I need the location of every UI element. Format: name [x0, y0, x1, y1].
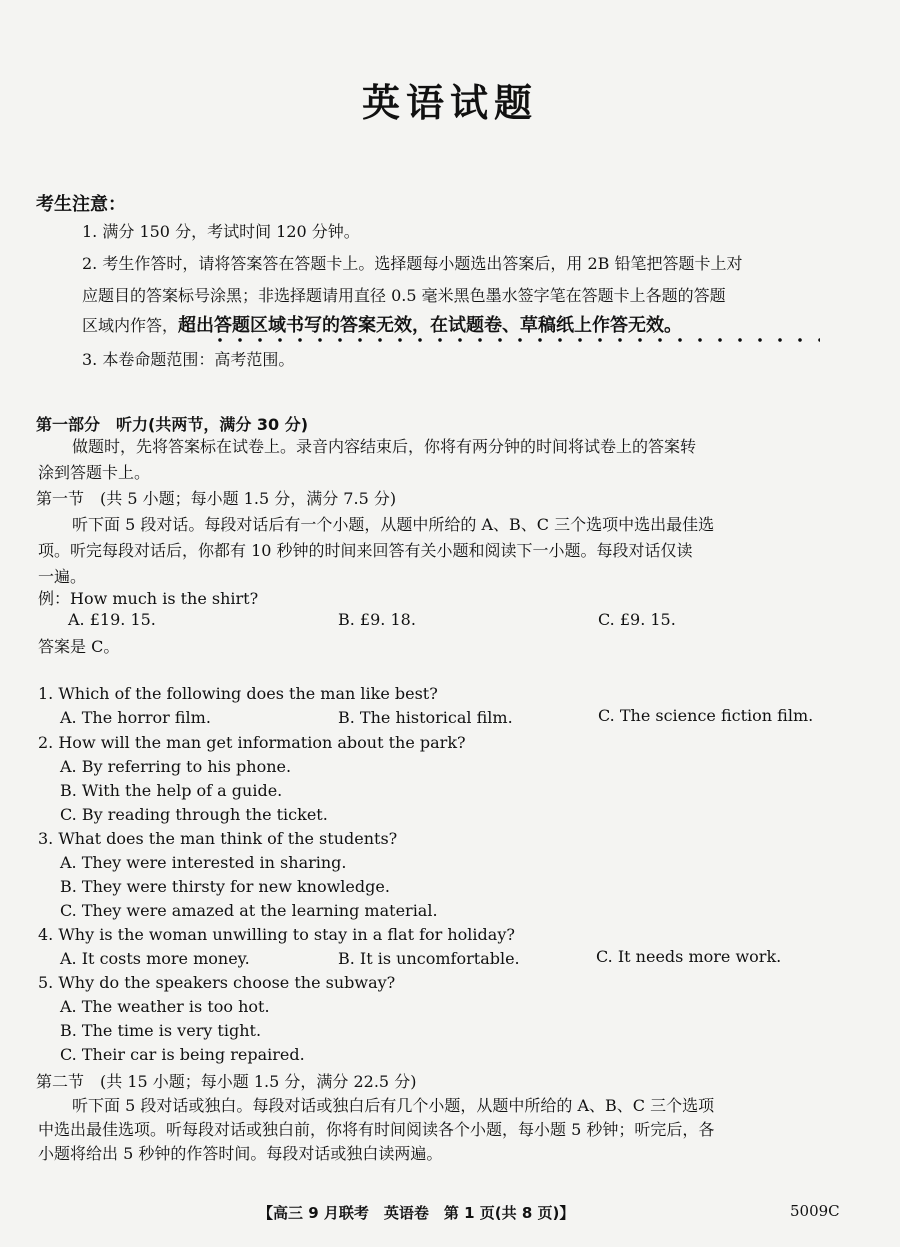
question-4-option-b: B. It is uncomfortable. — [338, 949, 520, 968]
question-3-option-a: A. They were interested in sharing. — [60, 853, 347, 872]
section1-line-2: 项。听完每段对话后，你都有 10 秒钟的时间来回答有关小题和阅读下一小题。每段对话仅读 — [38, 541, 693, 560]
question-3-option-b: B. They were thirsty for new knowledge. — [60, 877, 390, 896]
page-title: 英语试题 — [361, 81, 538, 125]
question-2-option-c: C. By reading through the ticket. — [60, 805, 328, 824]
question-4-option-c: C. It needs more work. — [596, 947, 782, 966]
question-5: 5. Why do the speakers choose the subway? — [38, 973, 396, 992]
example-option-b: B. £9. 18. — [338, 610, 416, 629]
question-2-option-a: A. By referring to his phone. — [60, 757, 292, 776]
question-4-option-a: A. It costs more money. — [60, 949, 250, 968]
question-2: 2. How will the man get information about the park? — [38, 733, 466, 752]
notice-item-1: 1. 满分 150 分，考试时间 120 分钟。 — [82, 222, 360, 241]
part1-heading: 第一部分 听力(共两节，满分 30 分) — [36, 415, 309, 434]
example-option-c: C. £9. 15. — [598, 610, 676, 629]
question-4: 4. Why is the woman unwilling to stay in a flat for holiday? — [38, 925, 515, 944]
example-question: 例：How much is the shirt? — [38, 589, 259, 608]
part1-intro-line-2: 涂到答题卡上。 — [38, 463, 151, 482]
footer-code: 5009C — [790, 1202, 840, 1220]
notice-heading: 考生注意： — [36, 194, 126, 215]
example-option-a: A. £19. 15. — [68, 610, 156, 629]
question-2-option-b: B. With the help of a guide. — [60, 781, 283, 800]
question-3-option-c: C. They were amazed at the learning material. — [60, 901, 438, 920]
question-5-option-c: C. Their car is being repaired. — [60, 1045, 305, 1064]
emphasis-dots — [210, 336, 820, 344]
section2-line-2: 中选出最佳选项。听每段对话或独白前，你将有时间阅读各个小题，每小题 5 秒钟；听完后，各 — [38, 1120, 715, 1139]
footer-page-info: 【高三 9 月联考 英语卷 第 1 页(共 8 页)】 — [258, 1204, 575, 1222]
section2-line-3: 小题将给出 5 秒钟的作答时间。每段对话或独白读两遍。 — [38, 1144, 443, 1163]
notice-item-2-emphasis: 超出答题区域书写的答案无效，在试题卷、草稿纸上作答无效。 — [178, 315, 683, 336]
question-1-option-b: B. The historical film. — [338, 708, 513, 727]
notice-item-2-line-2: 应题目的答案标号涂黑；非选择题请用直径 0.5 毫米黑色墨水签字笔在答题卡上各题的答题 — [82, 286, 726, 305]
question-1: 1. Which of the following does the man like best? — [38, 684, 438, 703]
notice-item-2-line-1: 2. 考生作答时，请将答案答在答题卡上。选择题每小题选出答案后，用 2B 铅笔把答题卡上对 — [82, 254, 743, 273]
section1-line-1: 听下面 5 段对话。每段对话后有一个小题，从题中所给的 A、B、C 三个选项中选出最佳选 — [72, 515, 715, 534]
notice-item-2-line-3-normal: 区域内作答， — [82, 316, 179, 335]
section2-heading: 第二节 (共 15 小题；每小题 1.5 分，满分 22.5 分) — [36, 1072, 417, 1091]
question-5-option-b: B. The time is very tight. — [60, 1021, 262, 1040]
question-1-option-c: C. The science fiction film. — [598, 706, 814, 725]
section1-line-3: 一遍。 — [38, 567, 87, 586]
section1-heading: 第一节 (共 5 小题；每小题 1.5 分，满分 7.5 分) — [36, 489, 397, 508]
part1-intro-line-1: 做题时，先将答案标在试卷上。录音内容结束后，你将有两分钟的时间将试卷上的答案转 — [72, 437, 697, 456]
question-1-option-a: A. The horror film. — [60, 708, 211, 727]
section2-line-1: 听下面 5 段对话或独白。每段对话或独白后有几个小题，从题中所给的 A、B、C 三个选项 — [72, 1096, 715, 1115]
notice-item-3: 3. 本卷命题范围：高考范围。 — [82, 350, 295, 369]
question-3: 3. What does the man think of the students? — [38, 829, 398, 848]
question-5-option-a: A. The weather is too hot. — [60, 997, 270, 1016]
example-answer: 答案是 C。 — [38, 637, 120, 656]
